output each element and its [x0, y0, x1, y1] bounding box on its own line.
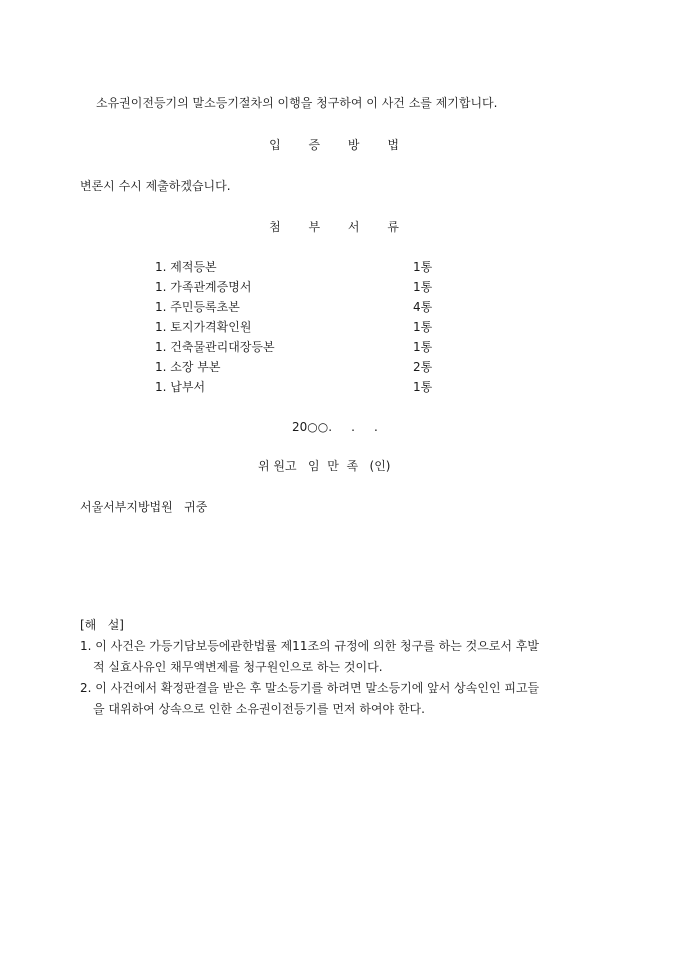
attachments-heading: 첨 부 서 류: [269, 220, 411, 234]
attachment-name: 1. 납부서: [155, 380, 206, 394]
court-addressee: 서울서부지방법원 귀중: [80, 500, 208, 514]
attachment-count: 4통: [413, 300, 433, 314]
commentary-item-1-line-1: 1. 이 사건은 가등기담보등에관한법률 제11조의 규정에 의한 청구를 하는 것으로서 후발: [80, 639, 539, 653]
filing-date: 20○○. . .: [292, 420, 378, 434]
attachment-count: 1통: [413, 280, 433, 294]
plaintiff-signature: 위 원고 임 만 족 (인): [258, 459, 391, 473]
attachment-count: 1통: [413, 320, 433, 334]
commentary-item-2-line-1: 2. 이 사건에서 확정판결을 받은 후 말소등기를 하려면 말소등기에 앞서 상속인인 피고들: [80, 681, 540, 695]
proof-method-heading: 입 증 방 법: [269, 138, 411, 152]
attachment-count: 1통: [413, 260, 433, 274]
attachment-name: 1. 건축물관리대장등본: [155, 340, 275, 354]
attachment-name: 1. 소장 부본: [155, 360, 221, 374]
proof-method-text: 변론시 수시 제출하겠습니다.: [80, 179, 231, 193]
attachment-count: 1통: [413, 380, 433, 394]
attachment-name: 1. 주민등록초본: [155, 300, 240, 314]
intro-paragraph: 소유권이전등기의 말소등기절차의 이행을 청구하여 이 사건 소를 제기합니다.: [96, 96, 498, 110]
attachment-count: 1통: [413, 340, 433, 354]
attachment-name: 1. 가족관계증명서: [155, 280, 252, 294]
attachment-count: 2통: [413, 360, 433, 374]
attachment-name: 1. 토지가격확인원: [155, 320, 252, 334]
commentary-item-1-line-2: 적 실효사유인 채무액변제를 청구원인으로 하는 것이다.: [93, 660, 383, 674]
commentary-heading: [해 설]: [80, 618, 124, 632]
commentary-item-2-line-2: 을 대위하여 상속으로 인한 소유권이전등기를 먼저 하여야 한다.: [93, 702, 425, 716]
attachment-name: 1. 제적등본: [155, 260, 217, 274]
